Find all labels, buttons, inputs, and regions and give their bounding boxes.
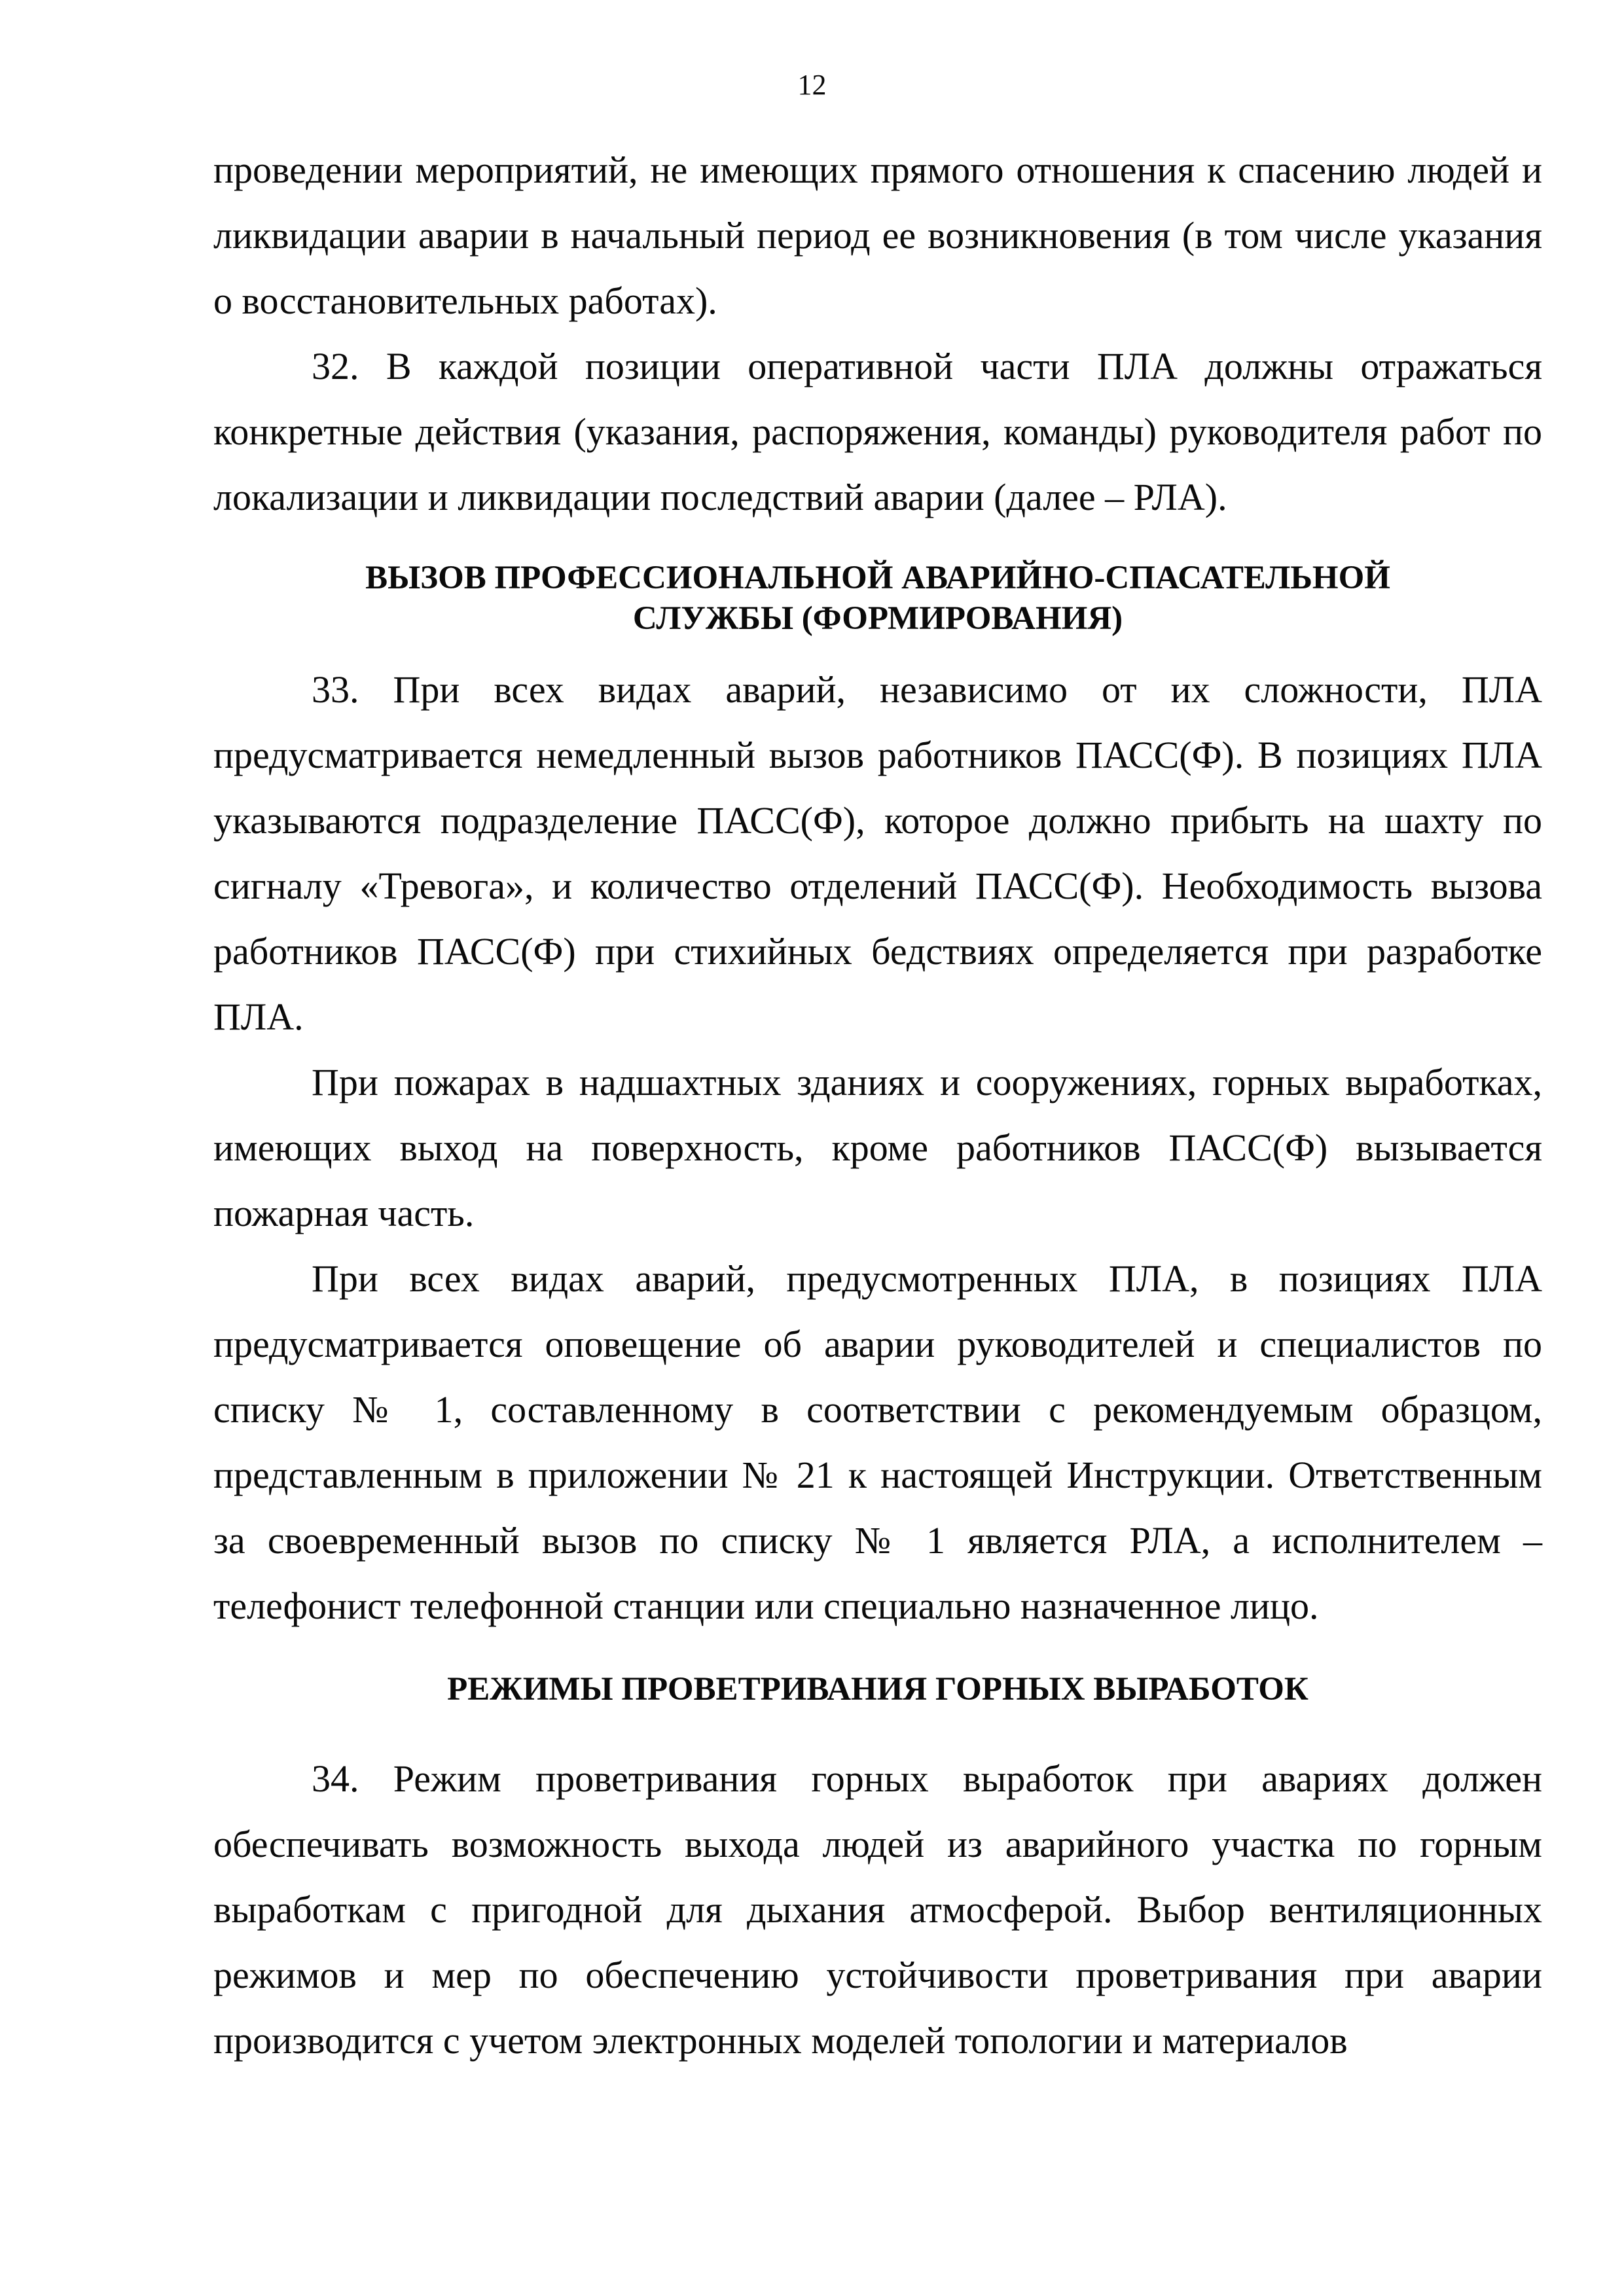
section-heading-line: ВЫЗОВ ПРОФЕССИОНАЛЬНОЙ АВАРИЙНО-СПАСАТЕЛЬНОЙ xyxy=(365,560,1390,596)
page-number: 12 xyxy=(797,69,827,101)
paragraph-33: 33. При всех видах аварий, независимо от их сложности, ПЛА предусматривается немедленный вызов работников ПАСС(Ф). В позициях ПЛА указываются подразделение ПАСС(Ф), которое должно прибыть на шахту по сигналу «Тревога», и количество отделений ПАСС(Ф). Необходимость вызова работников ПАСС(Ф) при стихийных бедствиях определяется при разработке ПЛА. xyxy=(213,668,1542,1038)
section-heading-ventilation-modes: РЕЖИМЫ ПРОВЕТРИВАНИЯ ГОРНЫХ ВЫРАБОТОК xyxy=(447,1671,1308,1708)
paragraph-continuation: проведении мероприятий, не имеющих прямого отношения к спасению людей и ликвидации аварии в начальный период ее возникновения (в том числе указания о восстановительных работах). xyxy=(213,149,1542,322)
paragraph-32: 32. В каждой позиции оперативной части ПЛА должны отражаться конкретные действия (указания, распоряжения, команды) руководителя работ по локализации и ликвидации последствий аварии (далее – РЛА). xyxy=(213,345,1542,518)
section-heading-rescue-service-call xyxy=(213,558,1542,639)
paragraph-34: 34. Режим проветривания горных выработок при авариях должен обеспечивать возможность выхода людей из аварийного участка по горным выработкам с пригодной для дыхания атмосферой. Выбор вентиляционных режимов и мер по обеспечению устойчивости проветривания при аварии производится с учетом электронных моделей топологии и материалов xyxy=(213,1757,1542,2062)
section-heading-line: СЛУЖБЫ (ФОРМИРОВАНИЯ) xyxy=(632,600,1123,637)
paragraph-fire: При пожарах в надшахтных зданиях и сооружениях, горных выработках, имеющих выход на поверхность, кроме работников ПАСС(Ф) вызывается пожарная часть. xyxy=(213,1061,1542,1234)
page-content xyxy=(213,137,1542,2073)
paragraph-notification: При всех видах аварий, предусмотренных ПЛА, в позициях ПЛА предусматривается оповещение об аварии руководителей и специалистов по списку № 1, составленному в соответствии с рекомендуемым образцом, представленным в приложении № 21 к настоящей Инструкции. Ответственным за своевременный вызов по списку № 1 является РЛА, а исполнителем – телефонист телефонной станции или специально назначенное лицо. xyxy=(213,1257,1542,1627)
